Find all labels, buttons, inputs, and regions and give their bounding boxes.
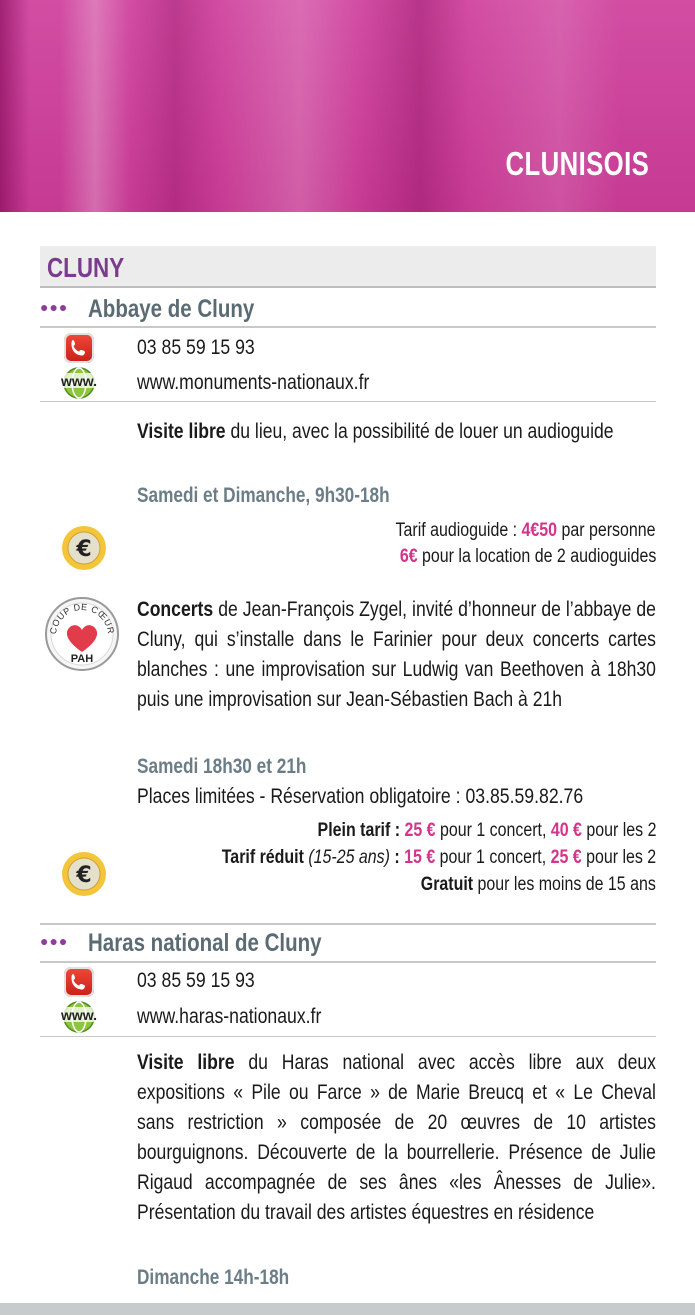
venue-header-abbaye <box>40 290 656 328</box>
reduced-price-colon: : <box>389 847 400 868</box>
coup-de-coeur-badge-icon <box>44 596 120 672</box>
venue-name: Haras national de Cluny <box>88 929 322 957</box>
phone-number[interactable]: 03 85 59 15 93 <box>137 969 255 992</box>
visit-text: du Haras national avec accès libre aux deux expositions « Pile ou Farce » de Marie Breucq et « Le Cheval sans restriction » composée de 20 œuvres de 10 artistes bourguignons. Découverte de la bourrellerie. Présence de Julie Rigaud accompagnée de ses ânes «les Ânesses de Julie». Présentation du travail des artistes équestres en résidence <box>137 1051 656 1224</box>
www-label: www. <box>60 1007 98 1023</box>
phone-icon <box>64 967 94 997</box>
section-divider <box>40 1036 656 1037</box>
city-title: CLUNY <box>47 252 125 283</box>
reduced-price-two-text: pour les 2 <box>581 847 656 868</box>
svg-text:€: € <box>76 537 92 562</box>
website-link[interactable]: www.haras-nationaux.fr <box>137 1005 322 1028</box>
venue-name: Abbaye de Cluny <box>88 295 255 323</box>
www-globe-icon <box>52 366 106 400</box>
full-price-one-text: pour 1 concert, <box>435 820 551 841</box>
visit-description <box>137 417 656 447</box>
free-price-label: Gratuit <box>420 874 474 895</box>
full-price-two-text: pour les 2 <box>581 820 656 841</box>
concert-label: Concerts <box>137 598 214 621</box>
venue-header-haras <box>40 923 656 963</box>
phone-number[interactable]: 03 85 59 15 93 <box>137 336 255 359</box>
visit-description <box>137 1048 656 1228</box>
visit-label: Visite libre <box>137 420 226 443</box>
full-price-label: Plein tarif : <box>317 820 400 841</box>
free-price-line <box>421 874 656 896</box>
visit-label: Visite libre <box>137 1051 235 1074</box>
concert-text: de Jean-François Zygel, invité d’honneur de l’abbaye de Cluny, qui s’installe dans le Farinier pour deux concerts cartes blanches : une improvisation sur Ludwig van Beethoven à 18h30 puis une improvisation sur Jean-Sébastien Bach à 21h <box>137 598 656 711</box>
reduced-price-line <box>222 847 656 869</box>
phone-icon <box>64 333 94 363</box>
audioguide-suffix: par personne <box>557 520 656 541</box>
badge-bottom-text: PAH <box>70 653 94 665</box>
audioguide-pair-price-line <box>400 546 656 568</box>
region-title: CLUNISOIS <box>505 145 649 182</box>
audioguide-price: 4€50 <box>521 520 558 541</box>
visit-text: du lieu, avec la possibilité de louer un audioguide <box>225 420 614 443</box>
footer-bar <box>0 1303 695 1315</box>
www-globe-icon <box>52 1000 106 1034</box>
concert-reservation: Places limitées - Réservation obligatoire : 03.85.59.82.76 <box>137 785 584 808</box>
concert-description <box>137 595 656 715</box>
visit-schedule: Samedi et Dimanche, 9h30-18h <box>137 484 390 507</box>
section-divider <box>40 401 656 402</box>
full-price-line <box>317 820 656 842</box>
free-price-text: pour les moins de 15 ans <box>473 874 656 895</box>
audioguide-label: Tarif audioguide : <box>395 520 522 541</box>
reduced-price-one: 15 € <box>404 847 436 868</box>
venue-bullet-dots: ●●● <box>40 933 69 949</box>
euro-coin-icon <box>60 850 108 898</box>
euro-coin-icon <box>60 524 108 572</box>
reduced-price-age: (15-25 ans) <box>308 847 390 868</box>
city-heading-bar <box>40 246 656 288</box>
audioguide-price-line <box>396 520 656 542</box>
audioguide-pair-suffix: pour la location de 2 audioguides <box>417 546 656 567</box>
visit-schedule: Dimanche 14h-18h <box>137 1266 290 1289</box>
reduced-price-one-text: pour 1 concert, <box>435 847 551 868</box>
venue-bullet-dots: ●●● <box>40 299 69 315</box>
header-banner <box>0 0 695 212</box>
www-label: www. <box>60 373 98 389</box>
full-price-one: 25 € <box>404 820 436 841</box>
concert-schedule: Samedi 18h30 et 21h <box>137 755 307 778</box>
full-price-two: 40 € <box>550 820 582 841</box>
reduced-price-two: 25 € <box>550 847 582 868</box>
audioguide-pair-price: 6€ <box>399 546 418 567</box>
badge-top-text: COUP DE CŒUR <box>47 601 117 635</box>
svg-text:€: € <box>76 863 92 888</box>
website-link[interactable]: www.monuments-nationaux.fr <box>137 371 370 394</box>
reduced-price-label: Tarif réduit <box>221 847 304 868</box>
